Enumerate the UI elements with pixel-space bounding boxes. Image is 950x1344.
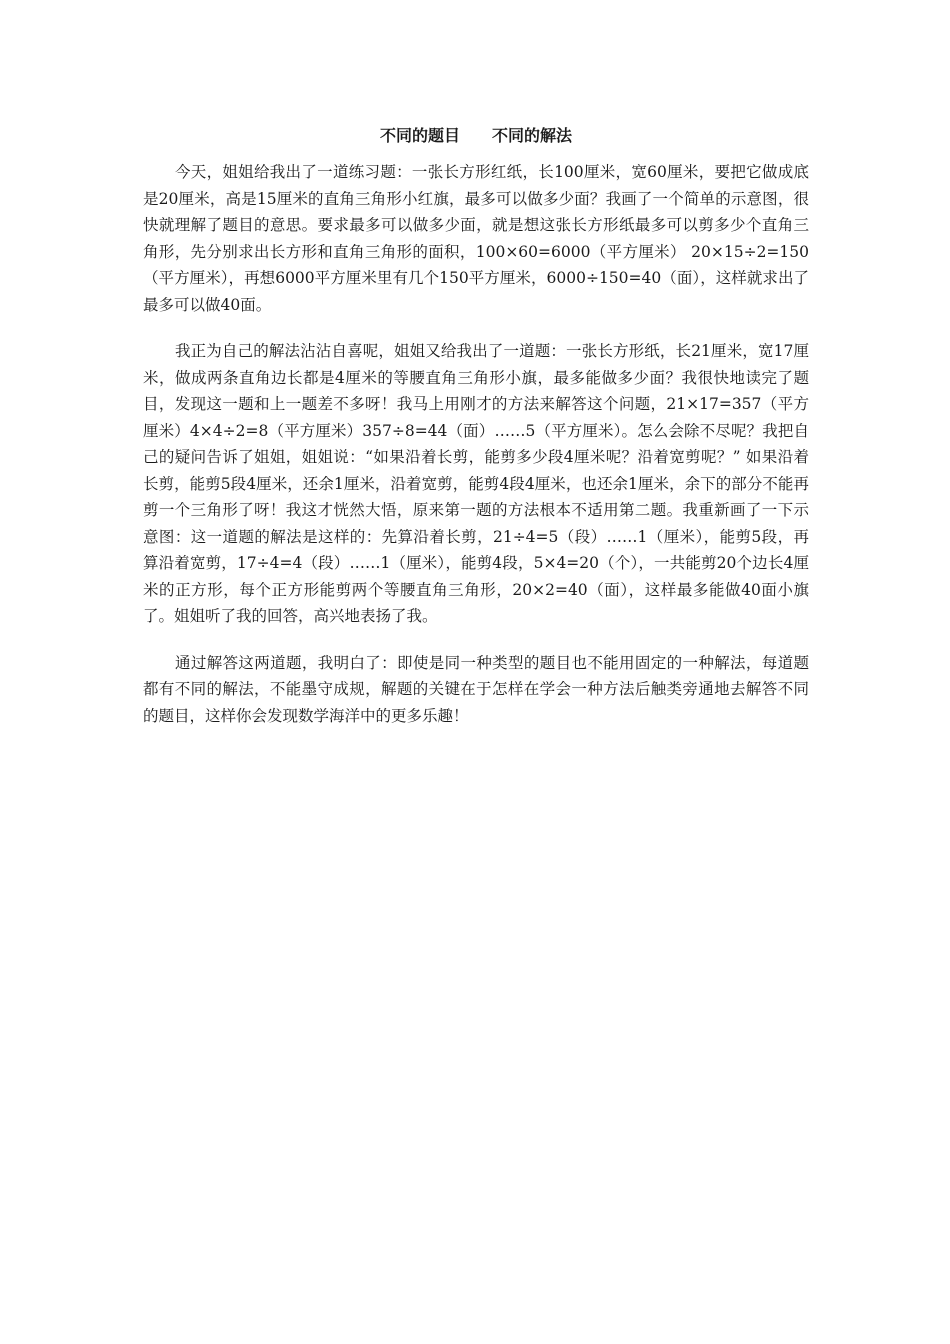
paragraph-second-problem: 我正为自己的解法沾沾自喜呢，姐姐又给我出了一道题：一张长方形纸，长21厘米，宽17厘米，做成两条直角边长都是4厘米的等腰直角三角形小旗，最多能做多少面？我很快地读完了题目，发现这一题和上一题差不多呀！我马上用刚才的方法来解答这个问题，21×17=357（平方厘米）4×4÷2=8（平方厘米）357÷8=44（面）……5（平方厘米）。怎么会除不尽呢？我把自己的疑问告诉了姐姐，姐姐说：“如果沿着长剪，能剪多少段4厘米呢？沿着宽剪呢？” 如果沿着长剪，能剪5段4厘米，还余1厘米，沿着宽剪，能剪4段4厘米，也还余1厘米，余下的部分不能再剪一个三角形了呀！我这才恍然大悟，原来第一题的方法根本不适用第二题。我重新画了一下示意图：这一道题的解法是这样的：先算沿着长剪，21÷4=5（段）……1（厘米），能剪5段，再算沿着宽剪，17÷4=4（段）……1（厘米），能剪4段，5×4=20（个），一共能剪20个边长4厘米的正方形，每个正方形能剪两个等腰直角三角形，20×2=40（面），这样最多能做40面小旗了。姐姐听了我的回答，高兴地表扬了我。 (143, 342, 809, 625)
document-title: 不同的题目 不同的解法 (379, 126, 572, 145)
document-page (143, 124, 809, 749)
paragraph-first-problem: 今天，姐姐给我出了一道练习题：一张长方形红纸，长100厘米，宽60厘米，要把它做成底是20厘米，高是15厘米的直角三角形小红旗，最多可以做多少面？我画了一个简单的示意图，很快就理解了题目的意思。要求最多可以做多少面，就是想这张长方形纸最多可以剪多少个直角三角形，先分别求出长方形和直角三角形的面积，100×60=6000（平方厘米） 20×15÷2=150（平方厘米），再想6000平方厘米里有几个150平方厘米，6000÷150=40（面），这样就求出了最多可以做40面。 (143, 163, 809, 314)
paragraph-conclusion: 通过解答这两道题，我明白了：即使是同一种类型的题目也不能用固定的一种解法，每道题都有不同的解法，不能墨守成规，解题的关键在于怎样在学会一种方法后触类旁通地去解答不同的题目，这样你会发现数学海洋中的更多乐趣！ (143, 653, 809, 725)
